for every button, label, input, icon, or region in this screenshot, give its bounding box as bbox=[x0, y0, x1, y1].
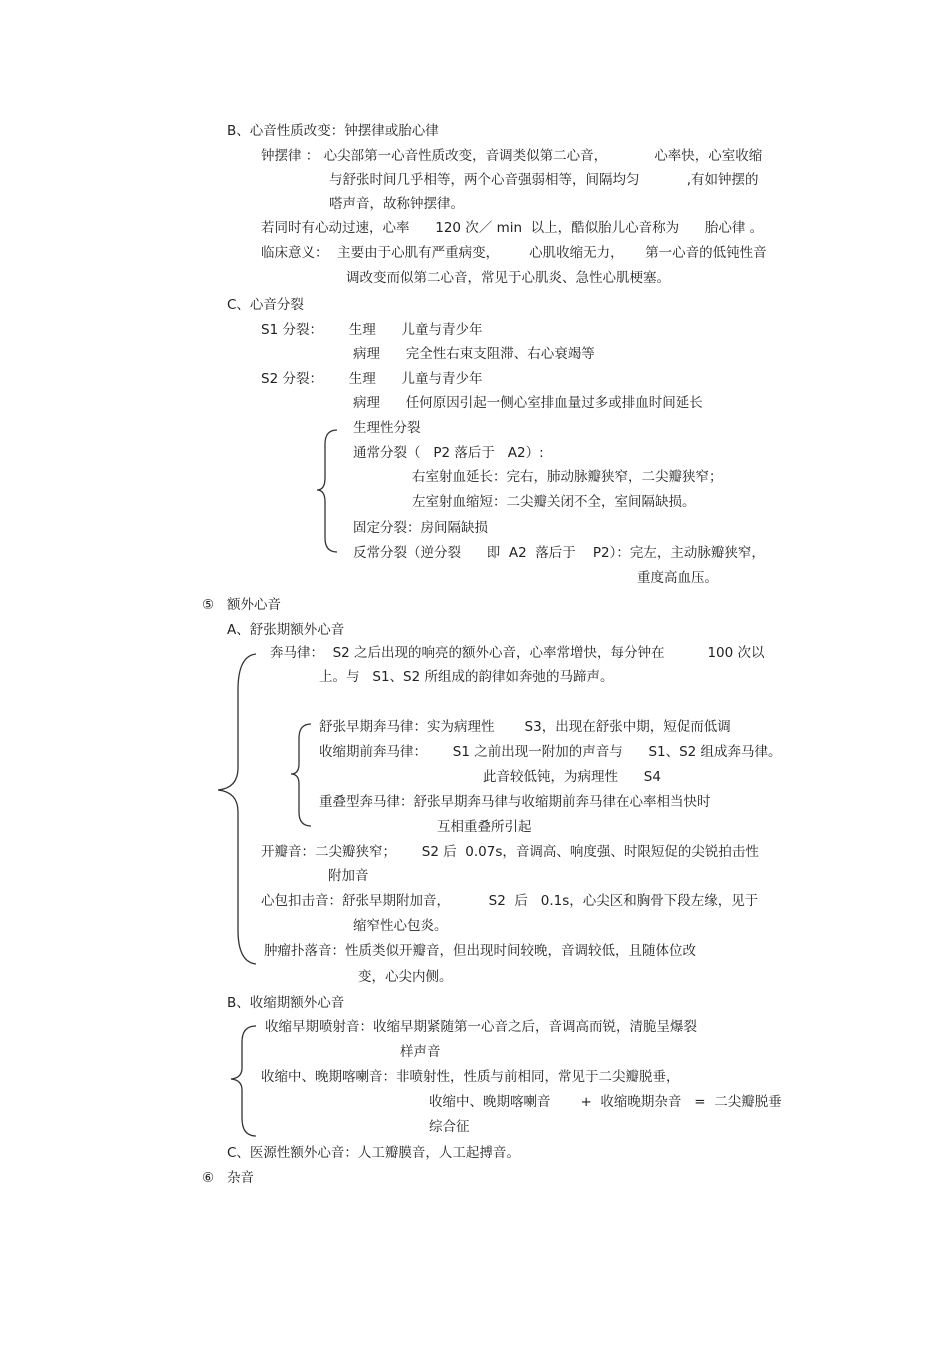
opening-snap-line-2: 附加音 bbox=[328, 868, 369, 884]
s1-split-line-2: 病理 完全性右束支阻滞、右心衰竭等 bbox=[353, 346, 595, 362]
presystolic-gallop-line-2: 此音较低钝，为病理性 S4 bbox=[483, 769, 661, 785]
pericardial-knock-line-2: 缩窄性心包炎。 bbox=[353, 918, 448, 934]
paradoxical-split-line: 反常分裂（逆分裂 即 A2 落后于 P2）：完左，主动脉瓣狭窄， bbox=[353, 545, 765, 561]
pericardial-knock-line-1: 心包扣击音：舒张早期附加音， S2 后 0.1s，心尖区和胸骨下段左缘，见于 bbox=[261, 893, 759, 909]
iatrogenic-extra-sounds-line: C、医源性额外心音：人工瓣膜音，人工起搏音。 bbox=[227, 1145, 520, 1161]
fetal-rhythm-line: 若同时有心动过速，心率 120 次／ min 以上，酷似胎儿心音称为 胎心律 。 bbox=[261, 220, 764, 236]
gallop-types-brace bbox=[287, 720, 317, 830]
tumor-plop-line-1: 肿瘤扑落音：性质类似开瓣音，但出现时间较晚，音调较低，且随体位改 bbox=[264, 943, 696, 959]
section-c-heading: C、心音分裂 bbox=[227, 297, 304, 313]
s2-split-line-2: 病理 任何原因引起一侧心室排血量过多或排血时间延长 bbox=[353, 395, 703, 411]
right-ventricle-delay-line: 右室射血延长：完右，肺动脉瓣狭窄，二尖瓣狭窄； bbox=[412, 469, 723, 485]
section-5-marker: ⑤ bbox=[202, 597, 215, 613]
paradoxical-split-continuation: 重度高血压。 bbox=[637, 570, 718, 586]
pendulum-rhythm-line-2: 与舒张时间几乎相等，两个心音强弱相等，间隔均匀 ,有如钟摆的 bbox=[329, 172, 759, 188]
clinical-significance-line-2: 调改变而似第二心音，常见于心肌炎、急性心肌梗塞。 bbox=[346, 270, 670, 286]
section-6-marker: ⑥ bbox=[202, 1170, 215, 1186]
summation-gallop-line-2: 互相重叠所引起 bbox=[437, 819, 532, 835]
physiologic-split-brace bbox=[313, 426, 343, 556]
fixed-split-line: 固定分裂：房间隔缺损 bbox=[353, 520, 488, 536]
presystolic-gallop-line-1: 收缩期前奔马律： S1 之前出现一附加的声音与 S1、S2 组成奔马律。 bbox=[319, 744, 782, 760]
summation-gallop-line-1: 重叠型奔马律：舒张早期奔马律与收缩期前奔马律在心率相当快时 bbox=[319, 794, 711, 810]
systolic-click-line-1: 收缩中、晚期喀喇音：非喷射性，性质与前相同，常见于二尖瓣脱垂， bbox=[261, 1069, 680, 1085]
systolic-click-line-3: 综合征 bbox=[429, 1119, 470, 1135]
systolic-extra-sounds-brace bbox=[226, 1022, 262, 1140]
early-diastolic-gallop-line: 舒张早期奔马律：实为病理性 S3，出现在舒张中期，短促而低调 bbox=[319, 719, 731, 735]
pendulum-rhythm-line-3: 嗒声音，故称钟摆律。 bbox=[329, 196, 464, 212]
s1-split-line-1: S1 分裂： 生理 儿童与青少年 bbox=[261, 322, 483, 338]
left-ventricle-short-line: 左室射血缩短：二尖瓣关闭不全，室间隔缺损。 bbox=[412, 494, 696, 510]
ejection-sound-line-1: 收缩早期喷射音：收缩早期紧随第一心音之后，音调高而锐，清脆呈爆裂 bbox=[265, 1019, 697, 1035]
gallop-rhythm-line-2: 上。与 S1、S2 所组成的韵律如奔弛的马蹄声。 bbox=[319, 669, 614, 685]
gallop-rhythm-line-1: 奔马律： S2 之后出现的响亮的额外心音，心率常增快，每分钟在 100 次以 bbox=[270, 645, 765, 661]
section-6-title: 杂音 bbox=[227, 1170, 254, 1186]
pendulum-rhythm-line-1: 钟摆律 ： 心尖部第一心音性质改变，音调类似第二心音， 心率快，心室收缩 bbox=[261, 148, 763, 164]
physiologic-split-label: 生理性分裂 bbox=[353, 420, 421, 436]
usual-split-line: 通常分裂（ P2 落后于 A2）: bbox=[353, 445, 544, 461]
tumor-plop-line-2: 变，心尖内侧。 bbox=[358, 969, 453, 985]
systolic-click-line-2: 收缩中、晚期喀喇音 + 收缩晚期杂音 = 二尖瓣脱垂 bbox=[429, 1094, 782, 1110]
opening-snap-line-1: 开瓣音：二尖瓣狭窄； S2 后 0.07s，音调高、响度强、时限短促的尖锐拍击性 bbox=[261, 844, 759, 860]
s2-split-line-1: S2 分裂： 生理 儿童与青少年 bbox=[261, 371, 483, 387]
section-b-heading: B、心音性质改变：钟摆律或胎心律 bbox=[227, 123, 439, 139]
systolic-extra-sounds-heading: B、收缩期额外心音 bbox=[227, 995, 345, 1011]
section-5-title: 额外心音 bbox=[227, 597, 281, 613]
diastolic-extra-sounds-heading: A、舒张期额外心音 bbox=[227, 622, 345, 638]
clinical-significance-line-1: 临床意义： 主要由于心肌有严重病变， 心肌收缩无力， 第一心音的低钝性音 bbox=[261, 245, 767, 261]
diastolic-extra-sounds-brace bbox=[212, 650, 262, 968]
ejection-sound-line-2: 样声音 bbox=[400, 1044, 441, 1060]
